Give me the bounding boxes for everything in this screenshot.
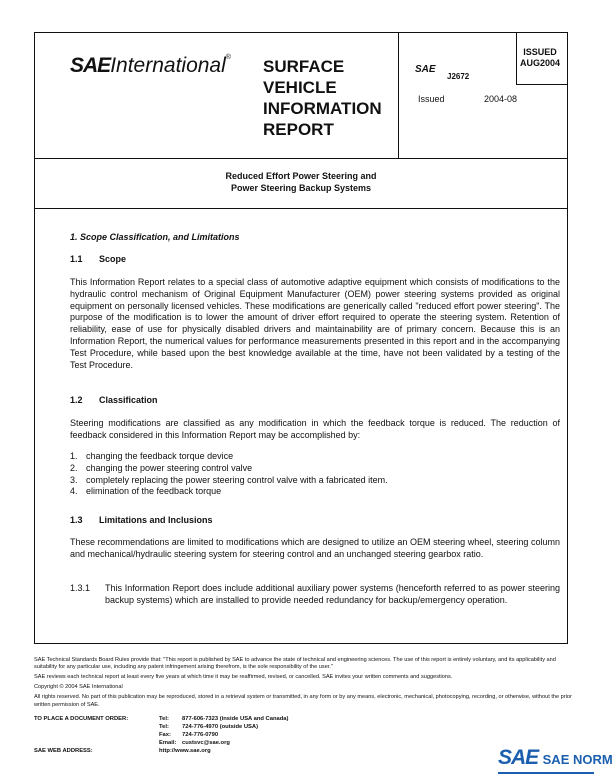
- small-sae-logo: SAE: [415, 64, 436, 75]
- footer-notice: SAE Technical Standards Board Rules provide that: "This report is published by SAE to advance the state of technical and engineering sciences. The use of this report is entirely voluntary, and its applicability and suitability for any particular use, including any patent infringement arising therefrom, is the sole responsibility of the user." SAE reviews each technical report at least every five years at which time it may be reaffirmed, revised, or cancelled. SAE invites your written comments and suggestions. Copyright © 2004 SAE International All rights reserved. No part of this publication may be reproduced, stored in a retrieval system or transmitted, in any form or by any means, electronic, mechanical, photocopying, recording, or otherwise, without the prior written permission of SAE.: [34, 657, 572, 708]
- list-item: 1. changing the feedback torque device: [70, 451, 234, 461]
- issued-row: Issued 2004-08: [418, 94, 518, 104]
- issued-box-bottom: [516, 84, 568, 85]
- list-item: 2. changing the power steering control valve: [70, 462, 253, 473]
- header-divider: [34, 158, 568, 159]
- report-type: SURFACE VEHICLE INFORMATION REPORT: [263, 57, 382, 139]
- issued-box-divider: [516, 32, 517, 84]
- section-1-3-body: These recommendations are limited to modifications which are designed to utilize an OEM steering wheel, steering column and mechanical/hydraulic steering system for steering control and an unchanged steering gearbox ratio.: [70, 537, 560, 559]
- section-1-heading: 1. Scope Classification, and Limitations: [70, 232, 240, 242]
- classification-list: [70, 451, 388, 498]
- section-1-1-heading: 1.1 Scope: [70, 254, 127, 264]
- document-title: Reduced Effort Power Steering and Power Steering Backup Systems: [225, 171, 377, 193]
- section-1-3-heading: 1.3 Limitations and Inclusions: [70, 515, 213, 525]
- sae-international-logo: SAEInternational®: [70, 54, 231, 77]
- section-1-1-body: This Information Report relates to a special class of automotive adaptive equipment which consists of modifications to the hydraulic control mechanism of Original Equipment Manufacturer (OEM) power steering systems provided as original equipment on personally licensed vehicles. These modifications are generically called "reduced effort power steering". The purpose of the modification is to lower the amount of driver effort required to operate the steering system. Retention of reliability, ease of use for physically disabled drivers and maintainability are of primary concern. Because this is an Information Report, the numerical values for performance measurements presented in this report and in the accompanying Test Procedure, while based upon the best knowledge available at the time, have not been validated by a testing of the Test Procedure.: [70, 277, 560, 370]
- title-divider: [34, 208, 568, 209]
- list-item: 3. completely replacing the power steering control valve with a fabricated item.: [70, 474, 388, 485]
- sae-norm-logo: SAE SAE NORM: [498, 746, 613, 770]
- section-1-2-heading: 1.2 Classification: [70, 395, 158, 405]
- section-1-2-body: Steering modifications are classified as any modification in which the feedback torque is reduced. The reduction of feedback considered in this Information Report may be accomplished by:: [70, 418, 560, 440]
- document-number: J2672: [447, 72, 470, 81]
- section-1-3-1: 1.3.1 This Information Report does include additional auxiliary power systems (henceforth referred to as power steering backup systems) which are installed to provide needed redundancy for backup/emergency operation.: [70, 583, 560, 605]
- header-column-divider: [398, 32, 399, 158]
- list-item: 4. elimination of the feedback torque: [70, 486, 222, 497]
- issued-status: ISSUED AUG2004: [519, 47, 561, 68]
- web-address-link[interactable]: http://www.sae.org: [159, 748, 211, 754]
